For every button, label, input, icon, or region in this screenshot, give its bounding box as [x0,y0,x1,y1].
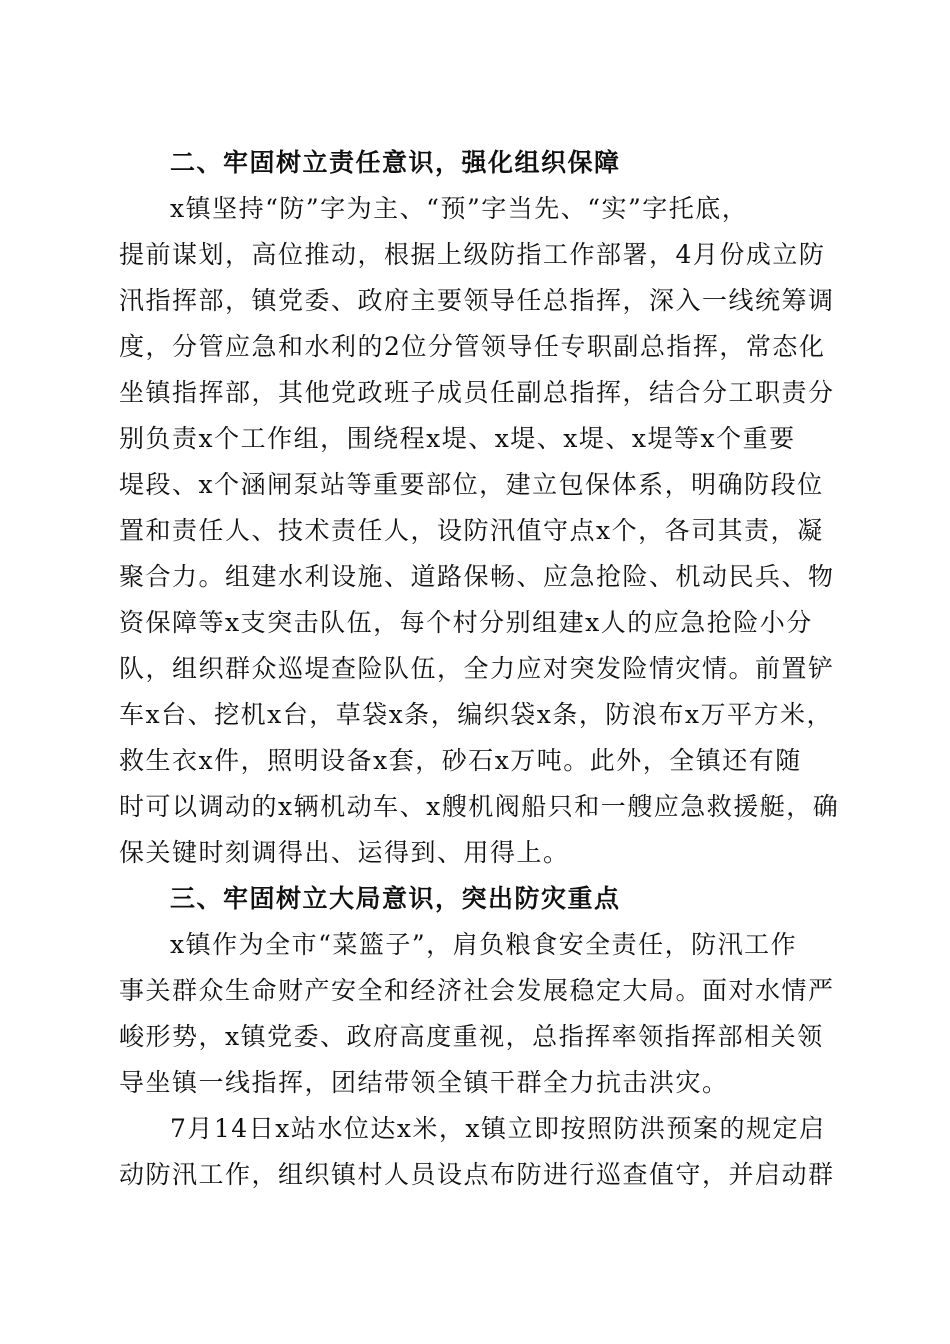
paragraph-line: 聚合力。组建水利设施、道路保畅、应急抢险、机动民兵、物 [119,562,835,591]
paragraph-line: x镇坚持“防”字为主、“预”字当先、“实”字托底， [170,194,749,223]
paragraph-line: x镇作为全市“菜篮子”，肩负粮食安全责任，防汛工作 [170,930,798,959]
paragraph-line: 堤段、x个涵闸泵站等重要部位，建立包保体系，明确防段位 [119,470,824,499]
paragraph-line: 置和责任人、技术责任人，设防汛值守点x个，各司其责，凝 [119,516,824,545]
paragraph-line: 事关群众生命财产安全和经济社会发展稳定大局。面对水情严 [119,976,835,1005]
paragraph-line: 7月14日x站水位达x米，x镇立即按照防洪预案的规定启 [170,1114,826,1143]
paragraph-line: 提前谋划，高位推动，根据上级防指工作部署，4月份成立防 [119,240,826,269]
paragraph-line: 动防汛工作，组织镇村人员设点布防进行巡查值守，并启动群 [119,1160,835,1189]
paragraph-line: 队，组织群众巡堤查险队伍，全力应对突发险情灾情。前置铲 [119,654,835,683]
paragraph-line: 救生衣x件，照明设备x套，砂石x万吨。此外，全镇还有随 [119,746,802,775]
paragraph-line: 别负责x个工作组，围绕程x堤、x堤、x堤、x堤等x个重要 [119,424,796,453]
paragraph-line: 导坐镇一线指挥，团结带领全镇干群全力抗击洪灾。 [119,1068,729,1097]
paragraph-line: 资保障等x支突击队伍，每个村分别组建x人的应急抢险小分 [119,608,813,637]
paragraph-line: 车x台、挖机x台，草袋x条，编织袋x条，防浪布x万平方米， [119,700,833,729]
section-heading-2: 二、牢固树立责任意识，强化组织保障 [170,148,621,177]
section-heading-3: 三、牢固树立大局意识，突出防灾重点 [170,884,621,913]
paragraph-line: 峻形势，x镇党委、政府高度重视，总指挥率领指挥部相关领 [119,1022,824,1051]
paragraph-line: 坐镇指挥部，其他党政班子成员任副总指挥，结合分工职责分 [119,378,835,407]
paragraph-line: 保关键时刻调得出、运得到、用得上。 [119,838,570,867]
paragraph-line: 度，分管应急和水利的2位分管领导任专职副总指挥，常态化 [119,332,826,361]
paragraph-line: 时可以调动的x辆机动车、x艘机阀船只和一艘应急救援艇，确 [119,792,840,821]
paragraph-line: 汛指挥部，镇党委、政府主要领导任总指挥，深入一线统筹调 [119,286,835,315]
